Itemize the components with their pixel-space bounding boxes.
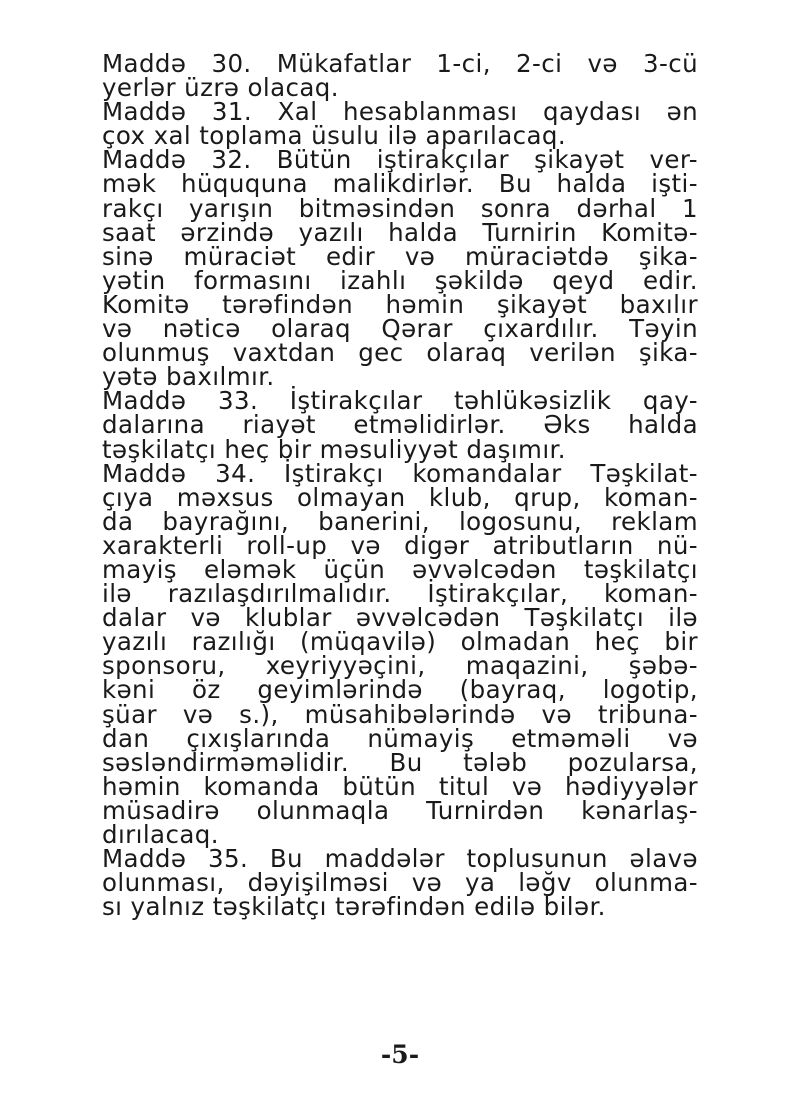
text-line: olunmuş vaxtdan gec olaraq verilən şika- [102, 338, 698, 368]
text-line: da bayrağını, banerini, logosunu, reklam [102, 506, 698, 536]
text-line: Komitə tərəfindən həmin şikayət baxılır [102, 289, 698, 319]
text-line: olunması, dəyişilməsi və ya ləğv olunma- [102, 868, 698, 898]
text-line: Maddə 32. Bütün iştirakçılar şikayət ver- [102, 145, 698, 175]
text-line: Maddə 33. İştirakçılar təhlükəsizlik qay- [102, 386, 698, 416]
text-line: dalarına riayət etməlidirlər. Əks halda [102, 410, 698, 440]
text-line: dan çıxışlarında nümayiş etməməli və [102, 723, 698, 753]
text-line: yerlər üzrə olacaq. [102, 73, 339, 103]
text-line: yətə baxılmır. [102, 362, 275, 392]
text-line: sponsoru, xeyriyyəçini, maqazini, şəbə- [102, 651, 698, 681]
text-line: Maddə 34. İştirakçı komandalar Təşkilat- [102, 458, 698, 488]
text-line: kəni öz geyimlərində (bayraq, logotip, [102, 675, 698, 705]
text-line: rakçı yarışın bitməsindən sonra dərhal 1 [102, 193, 698, 223]
text-line: dırılacaq. [102, 820, 219, 849]
text-line: yətin formasını izahlı şəkildə qeyd edir. [102, 265, 698, 295]
text-line: xarakterli roll-up və digər atributların nü- [102, 530, 698, 560]
text-line: və nəticə olaraq Qərar çıxardılır. Təyin [102, 314, 698, 344]
text-line: sinə müraciət edir və müraciətdə şika- [102, 241, 698, 271]
text-line: müsadirə olunmaqla Turnirdən kənarlaş- [102, 795, 698, 825]
text-line: təşkilatçı heç bir məsuliyyət daşımır. [102, 434, 566, 464]
text-line: ilə razılaşdırılmalıdır. İştirakçılar, koman- [102, 579, 698, 609]
text-line: Maddə 31. Xal hesablanması qaydası ən [102, 97, 698, 127]
text-line: həmin komanda bütün titul və hədiyyələr [102, 771, 698, 801]
text-line: Maddə 35. Bu maddələr toplusunun əlavə [102, 844, 698, 874]
text-line: səsləndirməməlidir. Bu tələb pozularsa, [102, 747, 698, 777]
text-line: saat ərzində yazılı halda Turnirin Komitə- [102, 217, 698, 247]
text-line: mək hüququna malikdirlər. Bu halda işti- [102, 169, 698, 199]
page-number: -5- [380, 1040, 420, 1069]
text-line: şüar və s.), müsahibələrində və tribuna- [102, 699, 698, 729]
document-body [102, 49, 698, 922]
text-line: mayiş eləmək üçün əvvəlcədən təşkilatçı [102, 554, 698, 584]
text-line: sı yalnız təşkilatçı tərəfindən edilə bilər. [102, 892, 606, 922]
text-line: çox xal toplama üsulu ilə aparılacaq. [102, 121, 567, 151]
text-line: çıya məxsus olmayan klub, qrup, koman- [102, 482, 698, 512]
text-line: Maddə 30. Mükafatlar 1-ci, 2-ci və 3-cü [102, 49, 698, 78]
text-line: dalar və klublar əvvəlcədən Təşkilatçı ilə [102, 603, 698, 633]
text-line: yazılı razılığı (müqavilə) olmadan heç bir [102, 627, 698, 657]
